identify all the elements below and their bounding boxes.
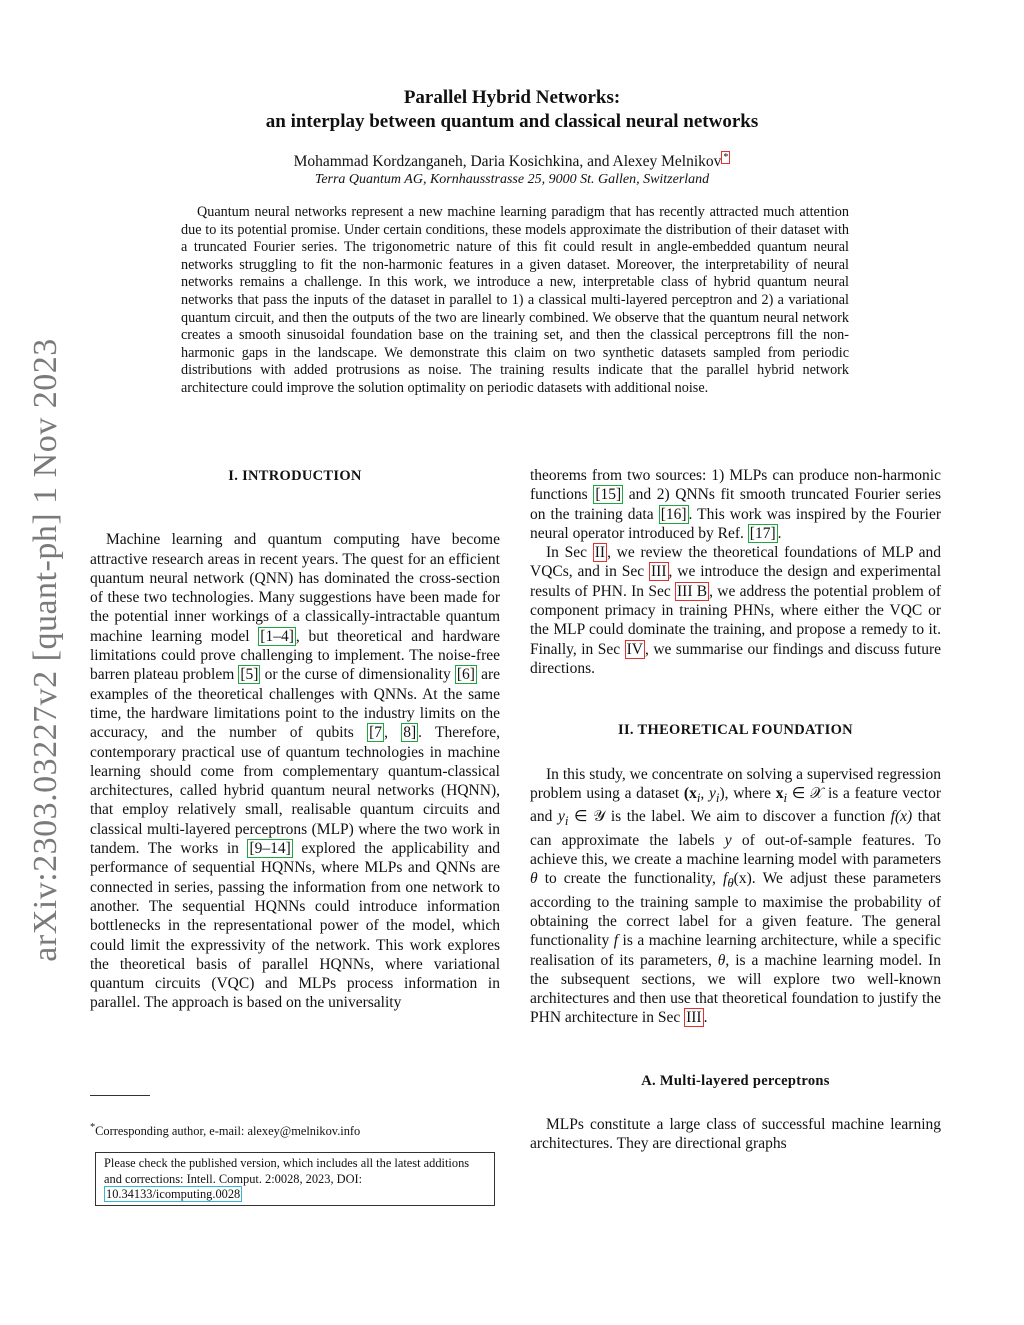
citation-6[interactable]: [6] <box>456 666 475 684</box>
citation-16[interactable]: [16] <box>660 505 687 523</box>
left-column <box>90 466 500 1013</box>
intro-text-1: Machine learning and quantum computing have become attractive research areas in recent years. The quest for an efficient quantum neural network (QNN) has dominated the cross-section of these two technologies. Many suggestions have been made for the potential inner workings of a classically-intractable quantum machine learning model <box>90 531 500 645</box>
intro-text-4: are examples of the theoretical challenges with QNNs. At the same time, the hardware limitations point to the industry limits on the accuracy, and the number of qubits <box>90 666 500 742</box>
section-link-iii-b[interactable]: III B <box>677 582 708 600</box>
affiliation: Terra Quantum AG, Kornhausstrasse 25, 9000 St. Gallen, Switzerland <box>314 172 710 187</box>
citation-9-14[interactable]: [9–14] <box>249 840 291 858</box>
theory-text-1: In this study, we concentrate on solving a supervised regression problem using a dataset <box>530 765 941 802</box>
arxiv-identifier-stamp[interactable] <box>20 340 72 960</box>
citation-15[interactable]: [15] <box>595 486 622 504</box>
intro-text-6: explored the applicability and performance of sequential HQNNs, where MLPs and QNNs are connected in series, passing the information from one network to another. The sequential HQNNs could introduce information bottlenecks in the representational power of the model, which could limit the expressivity of the network. This work explores the theoretical basis of parallel HQNNs, where variational quantum circuits (VQC) and MLPs process information in parallel. The approach is based on the universality <box>90 840 500 1012</box>
theory-text-10: , is a machine learning model. In the subsequent sections, we will explore two well-known architectures and then use that theoretical foundation to justify the PHN architecture in Sec <box>530 951 941 1027</box>
math-theta-2: θ <box>717 951 726 969</box>
intro-text-5: . Therefore, contemporary practical use of quantum technologies in machine learning should come from complementary quantum-classical architectures, called hybrid quantum neural networks (HQNN), that employ relatively small, realisable quantum circuits and classical multi-layered perceptrons (MLP) where the two work in tandem. The works in <box>90 724 501 858</box>
subsection-heading-mlp: A. Multi-layered perceptrons <box>641 1072 830 1089</box>
right-intro-text-3: . This work was inspired by the Fourier neural operator introduced by Ref. <box>530 505 941 542</box>
right-intro-text-4: . <box>777 524 782 542</box>
math-f-theta: f <box>723 870 728 888</box>
right-intro-text-1: theorems from two sources: 1) MLPs can produce non-harmonic functions <box>530 467 941 504</box>
theory-text-5: that can approximate the labels <box>530 808 941 849</box>
math-f-of-x: f(x) <box>890 808 913 826</box>
math-f: f <box>613 932 619 950</box>
math-x-i: x <box>775 784 784 802</box>
citation-5[interactable]: [5] <box>240 666 259 684</box>
math-y-labels: y <box>724 831 732 849</box>
citation-17[interactable]: [17] <box>749 524 776 542</box>
math-y: y <box>557 808 565 826</box>
corresponding-author-footnote-link[interactable]: * <box>723 152 729 163</box>
paper-outline-paragraph <box>530 543 941 678</box>
math-sub-i: i <box>696 789 701 805</box>
section-link-ii[interactable]: II <box>594 544 606 562</box>
math-x-i-open: (x <box>683 784 697 802</box>
theory-text-3: is a feature vector and <box>530 784 941 826</box>
theory-text-6: of out-of-sample features. To achieve this, we create a machine learning model with parameters <box>530 831 941 868</box>
outline-text-2: , we review the theoretical foundations of MLP and VQCs, and in Sec <box>530 544 942 581</box>
intro-text-3: or the curse of dimensionality <box>260 666 455 684</box>
author-names: Mohammad Kordzanganeh, Daria Kosichkina, and Alexey Melnikov <box>293 153 722 171</box>
footnote-mark: * <box>90 1122 96 1133</box>
outline-text-1: In Sec <box>546 544 593 562</box>
math-sub-i-3: i <box>783 789 788 805</box>
theory-text-2: , where <box>724 784 776 802</box>
published-version-notice <box>95 1152 495 1206</box>
paper-title <box>0 86 1024 134</box>
citation-8[interactable]: 8] <box>403 724 417 742</box>
section-heading-theoretical-foundation: II. THEORETICAL FOUNDATION <box>618 722 853 739</box>
math-sub-i-2: i <box>715 789 720 805</box>
theory-text-7: to create the functionality, <box>537 870 723 888</box>
theory-text-8: . We adjust these parameters according to the training sample to maximise the probability of obtaining the correct label for a given feature. The general functionality <box>530 870 941 950</box>
math-in-x: ∈ 𝒳 <box>787 784 824 802</box>
footnote-divider <box>90 1095 150 1096</box>
citation-1-4[interactable]: [1–4] <box>260 627 294 645</box>
author-list <box>0 152 1024 171</box>
math-in-y: ∈ 𝒴 <box>568 808 606 826</box>
math-theta: θ <box>530 870 538 888</box>
math-y-i: , y <box>700 784 716 802</box>
title-line-1: Parallel Hybrid Networks: <box>403 87 621 108</box>
theory-text-9: is a machine learning architecture, while a specific realisation of its parameters, <box>530 932 942 969</box>
math-of-x: (x) <box>733 870 752 888</box>
outline-text-5: , we summarise our findings and discuss future directions. <box>530 640 941 677</box>
footnote-text: Corresponding author, e-mail: alexey@melnikov.info <box>95 1124 361 1139</box>
section-link-iv[interactable]: IV <box>626 640 643 658</box>
corresponding-author-footnote <box>90 1122 510 1139</box>
citation-7[interactable]: [7 <box>369 724 383 742</box>
section-link-iii[interactable]: III <box>651 563 667 581</box>
section-heading-introduction: I. INTRODUCTION <box>228 468 362 484</box>
section-link-iii-2[interactable]: III <box>686 1009 702 1027</box>
outline-text-4: , we address the potential problem of component primacy in training PHNs, where either the VQC or the MLP could dominate the training, and propose a remedy to it. Finally, in Sec <box>530 582 942 658</box>
notice-text: Please check the published version, which includes all the latest additions and corrections: Intell. Comput. 2:0028, 2023, DOI: <box>104 1156 470 1186</box>
introduction-paragraph: Machine learning and quantum computing have become attractive research areas in recent years. The quest for an efficient quantum neural network (QNN) has dominated the cross-section of these two technologies. Many suggestions have been made for the potential inner workings of a classically-intractable quantum machine learning model [1–4] , but theoretical and hardware limitations could prove challenging to implement. The noise-free barren plateau problem [5] or the curse of dimensionality [6] are examples of the theoretical challenges with QNNs. At the same time, the hardware limitations point to the industry limits on the accuracy, and the number of qubits [7 , 8] . Therefore, contemporary practical use of quantum technologies in machine learning should come from complementary quantum-classical architectures, called hybrid quantum neural networks (HQNN), that employ relatively small, realisable quantum circuits and classical multi-layered perceptrons (MLP) where the two work in tandem. The works in [9–14] explored the applicability and performance of sequential HQNNs, where MLPs and QNNs are connected in series, passing the information from one network to another. The sequential HQNNs could introduce information bottlenecks in the representational power of the model, which could limit the expressivity of the network. This work explores the theoretical basis of parallel HQNNs, where variational quantum circuits (VQC) and MLPs process information in parallel. The approach is based on the universality <box>90 531 501 1012</box>
theory-text-4: is the label. We aim to discover a function <box>605 808 891 826</box>
math-close: ) <box>719 784 725 802</box>
right-column <box>530 466 941 1154</box>
intro-text-2: , but theoretical and hardware limitations could prove challenging to implement. The noise-free barren plateau problem <box>90 627 501 684</box>
theory-text-11: . <box>703 1009 708 1027</box>
right-intro-text-2: and 2) QNNs fit smooth truncated Fourier series on the training data <box>530 486 941 523</box>
abstract: Quantum neural networks represent a new machine learning paradigm that has recently attracted much attention due to its potential promise. Under certain conditions, these models approximate the distribution of their dataset with a truncated Fourier series. The trigonometric nature of this fit could result in angle-embedded quantum neural networks struggling to fit the non-harmonic features in a given dataset. Moreover, the interpretability of neural networks remains a challenge. In this work, we introduce a new, interpretable class of hybrid quantum neural networks that pass the inputs of the dataset in parallel to 1) a classical multi-layered perceptron and 2) a variational quantum circuit, and then the outputs of the two are linearly combined. We observe that the quantum neural network creates a smooth sinusoidal foundation base on the training set, and then the classical perceptrons fill the non-harmonic gaps in the landscape. We demonstrate this claim on two synthetic datasets sampled from periodic distributions with added protrusions as noise. The training results indicate that the parallel hybrid network architecture could improve the solution optimality on periodic datasets with additional noise. <box>181 204 849 396</box>
mlp-paragraph: MLPs constitute a large class of successful machine learning architectures. They are directional graphs <box>530 1116 941 1153</box>
math-sub-theta: θ <box>727 875 734 891</box>
math-sub-i-4: i <box>564 813 569 829</box>
title-line-2: an interplay between quantum and classical neural networks <box>265 111 759 132</box>
doi-link[interactable]: 10.34133/icomputing.0028 <box>106 1187 241 1202</box>
intro-continuation-paragraph <box>530 466 941 543</box>
arxiv-identifier-text: arXiv:2303.03227v2 [quant-ph] 1 Nov 2023 <box>27 338 64 962</box>
outline-text-3: , we introduce the design and experimental results of PHN. In Sec <box>530 563 941 600</box>
theoretical-foundation-paragraph <box>530 765 941 1028</box>
